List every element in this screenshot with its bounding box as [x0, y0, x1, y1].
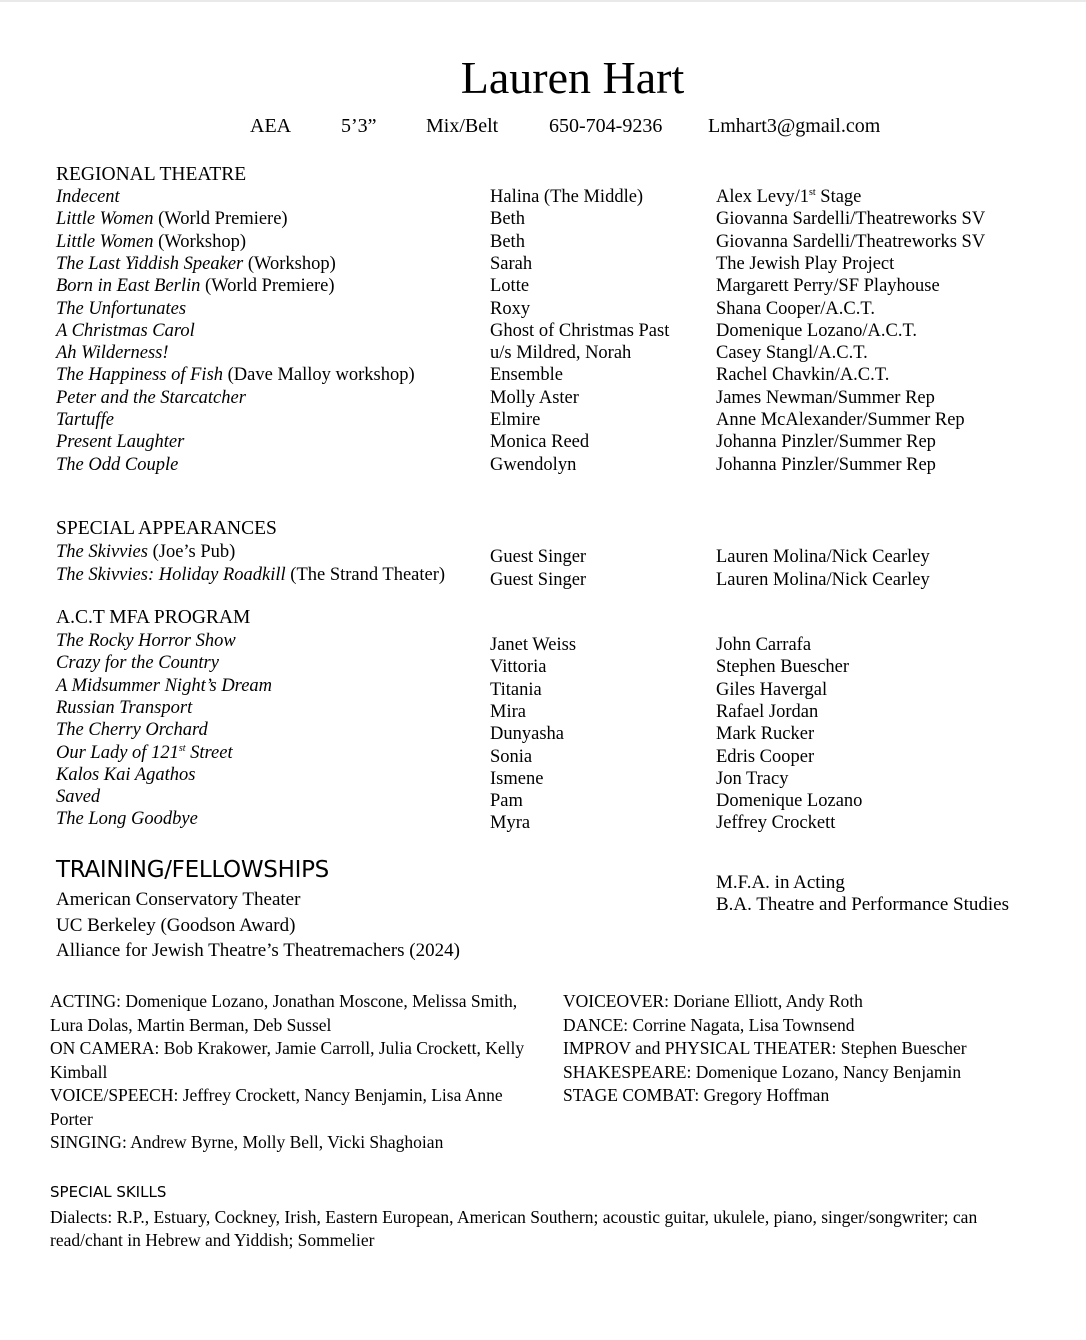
special-appearances-heading: SPECIAL APPEARANCES	[56, 518, 277, 539]
production-title: Kalos Kai Agathos	[56, 764, 196, 785]
production-title: The Long Goodbye	[56, 809, 198, 830]
credit-role: u/s Mildred, Norah	[490, 343, 632, 364]
director-name: Johanna Pinzler/Summer Rep	[716, 454, 936, 475]
director-name: Johanna Pinzler/Summer Rep	[716, 432, 936, 453]
production-title: Peter and the Starcatcher	[56, 387, 246, 408]
phone-number: 650-704-9236	[549, 115, 663, 137]
credit-director	[716, 231, 985, 253]
credit-director	[716, 701, 818, 723]
credit-role: Elmire	[490, 410, 541, 430]
credit-director	[716, 812, 835, 834]
credit-title	[56, 786, 100, 808]
credit-role: Guest Singer	[490, 547, 587, 567]
production-title: Present Laughter	[56, 432, 185, 453]
email-address: Lmhart3@gmail.com	[708, 115, 881, 137]
director-superscript: st	[809, 186, 816, 198]
credit-title	[56, 186, 120, 208]
director-name: Shana Cooper/A.C.T.	[716, 298, 875, 319]
credit-director	[716, 409, 965, 431]
production-title: The Cherry Orchard	[56, 720, 208, 741]
training-item: American Conservatory Theater	[56, 889, 301, 910]
coach-line: VOICEOVER: Doriane Elliott, Andy Roth	[563, 991, 863, 1011]
director-name: Rachel Chavkin/A.C.T.	[716, 365, 890, 386]
credit-director	[716, 253, 894, 275]
credit-role: Vittoria	[490, 657, 547, 678]
credit-role: Ghost of Christmas Past	[490, 320, 670, 341]
page-top-rule	[0, 0, 1086, 2]
credit-role: Mira	[490, 701, 526, 722]
credit-director	[716, 320, 917, 342]
credit-director	[716, 746, 814, 768]
credit-title	[56, 675, 272, 697]
production-note: (Dave Malloy workshop)	[223, 365, 415, 386]
coach-line: ACTING: Domenique Lozano, Jonathan Moscone, Melissa Smith, Lura Dolas, Martin Berman, Deb Sussel	[50, 991, 518, 1035]
director-name: Rafael Jordan	[716, 701, 819, 722]
director-name: Giles Havergal	[716, 679, 828, 700]
production-title: Little Women	[56, 231, 154, 252]
credit-title	[56, 208, 288, 230]
credit-title	[56, 342, 169, 364]
height: 5’3”	[341, 115, 377, 137]
director-name: Edris Cooper	[716, 746, 815, 767]
production-note: (Joe’s Pub)	[147, 542, 236, 562]
production-title: The Odd Couple	[56, 454, 179, 475]
credit-title	[56, 764, 195, 786]
credit-role: Myra	[490, 813, 531, 834]
credit-role: Guest Singer	[490, 569, 587, 590]
credit-title	[56, 275, 335, 297]
training-item: Alliance for Jewish Theatre’s Theatremachers (2024)	[56, 940, 460, 961]
training-heading: TRAINING/FELLOWSHIPS	[56, 857, 329, 883]
production-title: The Unfortunates	[56, 298, 187, 319]
credit-role: Pam	[490, 791, 523, 812]
credit-role: Ensemble	[490, 365, 563, 386]
credit-role: Titania	[490, 679, 542, 700]
director-name: Giovanna Sardelli/Theatreworks SV	[716, 209, 986, 230]
production-title: Our Lady of 121	[56, 742, 179, 763]
coach-line: ON CAMERA: Bob Krakower, Jamie Carroll, Julia Crockett, Kelly Kimball	[50, 1038, 525, 1082]
credit-role: Sarah	[490, 253, 533, 274]
credit-title	[56, 697, 192, 719]
production-title: Born in East Berlin	[56, 276, 201, 297]
director-name: Stephen Buescher	[716, 657, 850, 678]
production-title: The Happiness of Fish	[56, 365, 224, 386]
coach-line: IMPROV and PHYSICAL THEATER: Stephen Buescher	[563, 1038, 967, 1058]
production-note: (World Premiere)	[200, 276, 335, 297]
production-title: The Last Yiddish Speaker	[56, 253, 244, 274]
credit-role: Molly Aster	[490, 387, 579, 408]
credit-title	[56, 630, 236, 652]
credit-title	[56, 454, 178, 476]
credit-director	[716, 656, 849, 678]
director-name: James Newman/Summer Rep	[716, 387, 935, 408]
credit-title	[56, 364, 415, 386]
special-skills-text: Dialects: R.P., Estuary, Cockney, Irish, Eastern European, American Southern; acoustic guitar, ukulele, piano, singer/songwriter; can read/chant in Hebrew and Yiddish; Sommelier	[50, 1207, 978, 1250]
regional-theatre-heading: REGIONAL THEATRE	[56, 164, 247, 185]
director-name: Alex Levy/1	[716, 187, 809, 207]
credit-director	[716, 790, 862, 812]
credit-director	[716, 275, 940, 297]
special-skills-heading: SPECIAL SKILLS	[50, 1183, 167, 1201]
credit-role: Sonia	[490, 746, 533, 767]
credit-title	[56, 409, 114, 431]
credit-role: Dunyasha	[490, 724, 564, 745]
production-title: Tartuffe	[56, 410, 114, 430]
training-item: UC Berkeley (Goodson Award)	[56, 914, 296, 936]
director-name: Domenique Lozano/A.C.T.	[716, 320, 918, 341]
credit-director	[716, 679, 827, 701]
credit-director	[716, 208, 985, 230]
credit-role: Gwendolyn	[490, 454, 577, 475]
mfa-program-heading: A.C.T MFA PROGRAM	[56, 607, 251, 628]
director-name: Lauren Molina/Nick Cearley	[716, 547, 930, 567]
union-status: AEA	[250, 115, 292, 137]
coach-line: DANCE: Corrine Nagata, Lisa Townsend	[563, 1014, 855, 1035]
production-title: Indecent	[56, 187, 120, 207]
coach-line: VOICE/SPEECH: Jeffrey Crockett, Nancy Benjamin, Lisa Anne Porter	[50, 1085, 503, 1129]
production-title: The Skivvies: Holiday Roadkill	[56, 564, 286, 585]
production-title: Little Women	[56, 209, 154, 230]
production-title: Saved	[56, 787, 101, 808]
director-name: Anne McAlexander/Summer Rep	[716, 410, 965, 430]
production-note: (Workshop)	[243, 253, 336, 274]
credit-role: Monica Reed	[490, 432, 590, 453]
production-title: Ah Wilderness!	[56, 343, 169, 364]
title-superscript: st	[178, 742, 186, 754]
voice-type: Mix/Belt	[426, 115, 499, 137]
coach-line: STAGE COMBAT: Gregory Hoffman	[563, 1085, 830, 1105]
credit-role: Janet Weiss	[490, 635, 577, 655]
credit-title	[56, 231, 246, 253]
director-name: Margarett Perry/SF Playhouse	[716, 276, 940, 297]
director-name: Giovanna Sardelli/Theatreworks SV	[716, 231, 986, 252]
director-name: The Jewish Play Project	[716, 253, 895, 274]
coach-line: SINGING: Andrew Byrne, Molly Bell, Vicki Shaghoian	[50, 1132, 444, 1152]
credit-director	[716, 342, 868, 364]
credit-title	[56, 719, 208, 741]
credit-title	[56, 808, 198, 830]
credit-title	[56, 564, 445, 586]
production-title: Russian Transport	[56, 697, 193, 718]
credit-role: Ismene	[490, 768, 544, 789]
credit-title	[56, 541, 235, 563]
credit-director	[716, 634, 811, 656]
credit-director	[716, 454, 936, 476]
credit-title	[56, 253, 336, 275]
credit-title	[56, 652, 219, 674]
credit-role: Roxy	[490, 298, 531, 319]
credit-title	[56, 320, 195, 342]
coach-line: SHAKESPEARE: Domenique Lozano, Nancy Benjamin	[563, 1061, 962, 1082]
production-note: (Workshop)	[153, 231, 247, 252]
production-title: A Midsummer Night’s Dream	[56, 675, 273, 696]
production-title: The Skivvies	[56, 542, 148, 562]
coaches-left-column	[50, 990, 548, 1155]
director-name: Mark Rucker	[716, 724, 815, 745]
production-title: A Christmas Carol	[56, 320, 195, 341]
credit-title	[56, 742, 233, 764]
production-title: The Rocky Horror Show	[56, 631, 236, 651]
production-note: (World Premiere)	[153, 209, 288, 230]
director-name: Domenique Lozano	[716, 791, 863, 812]
credit-title	[56, 431, 184, 453]
credit-title	[56, 387, 246, 409]
director-name: John Carrafa	[716, 635, 812, 655]
director-name: Lauren Molina/Nick Cearley	[716, 569, 930, 590]
credit-role: Halina (The Middle)	[490, 187, 644, 207]
coaches-right-column	[563, 990, 1043, 1108]
director-name: Jeffrey Crockett	[716, 813, 836, 834]
title-suffix: Street	[185, 742, 233, 763]
production-note: (The Strand Theater)	[285, 564, 446, 585]
credit-director	[716, 431, 936, 453]
director-suffix: Stage	[815, 187, 862, 207]
credit-director	[716, 298, 875, 320]
director-name: Casey Stangl/A.C.T.	[716, 343, 868, 364]
production-title: Crazy for the Country	[56, 653, 219, 674]
resume-name: Lauren Hart	[460, 52, 685, 103]
director-name: Jon Tracy	[716, 768, 789, 789]
credit-director	[716, 186, 861, 208]
degree-item: B.A. Theatre and Performance Studies	[716, 894, 1010, 915]
degree-item: M.F.A. in Acting	[716, 872, 845, 893]
credit-director	[716, 387, 935, 409]
credit-director	[716, 768, 788, 790]
credit-director	[716, 546, 930, 568]
credit-director	[716, 364, 889, 386]
credit-title	[56, 298, 186, 320]
credit-role: Beth	[490, 209, 525, 230]
credit-role: Lotte	[490, 276, 530, 297]
credit-director	[716, 569, 930, 591]
credit-director	[716, 723, 814, 745]
credit-role: Beth	[490, 231, 525, 252]
